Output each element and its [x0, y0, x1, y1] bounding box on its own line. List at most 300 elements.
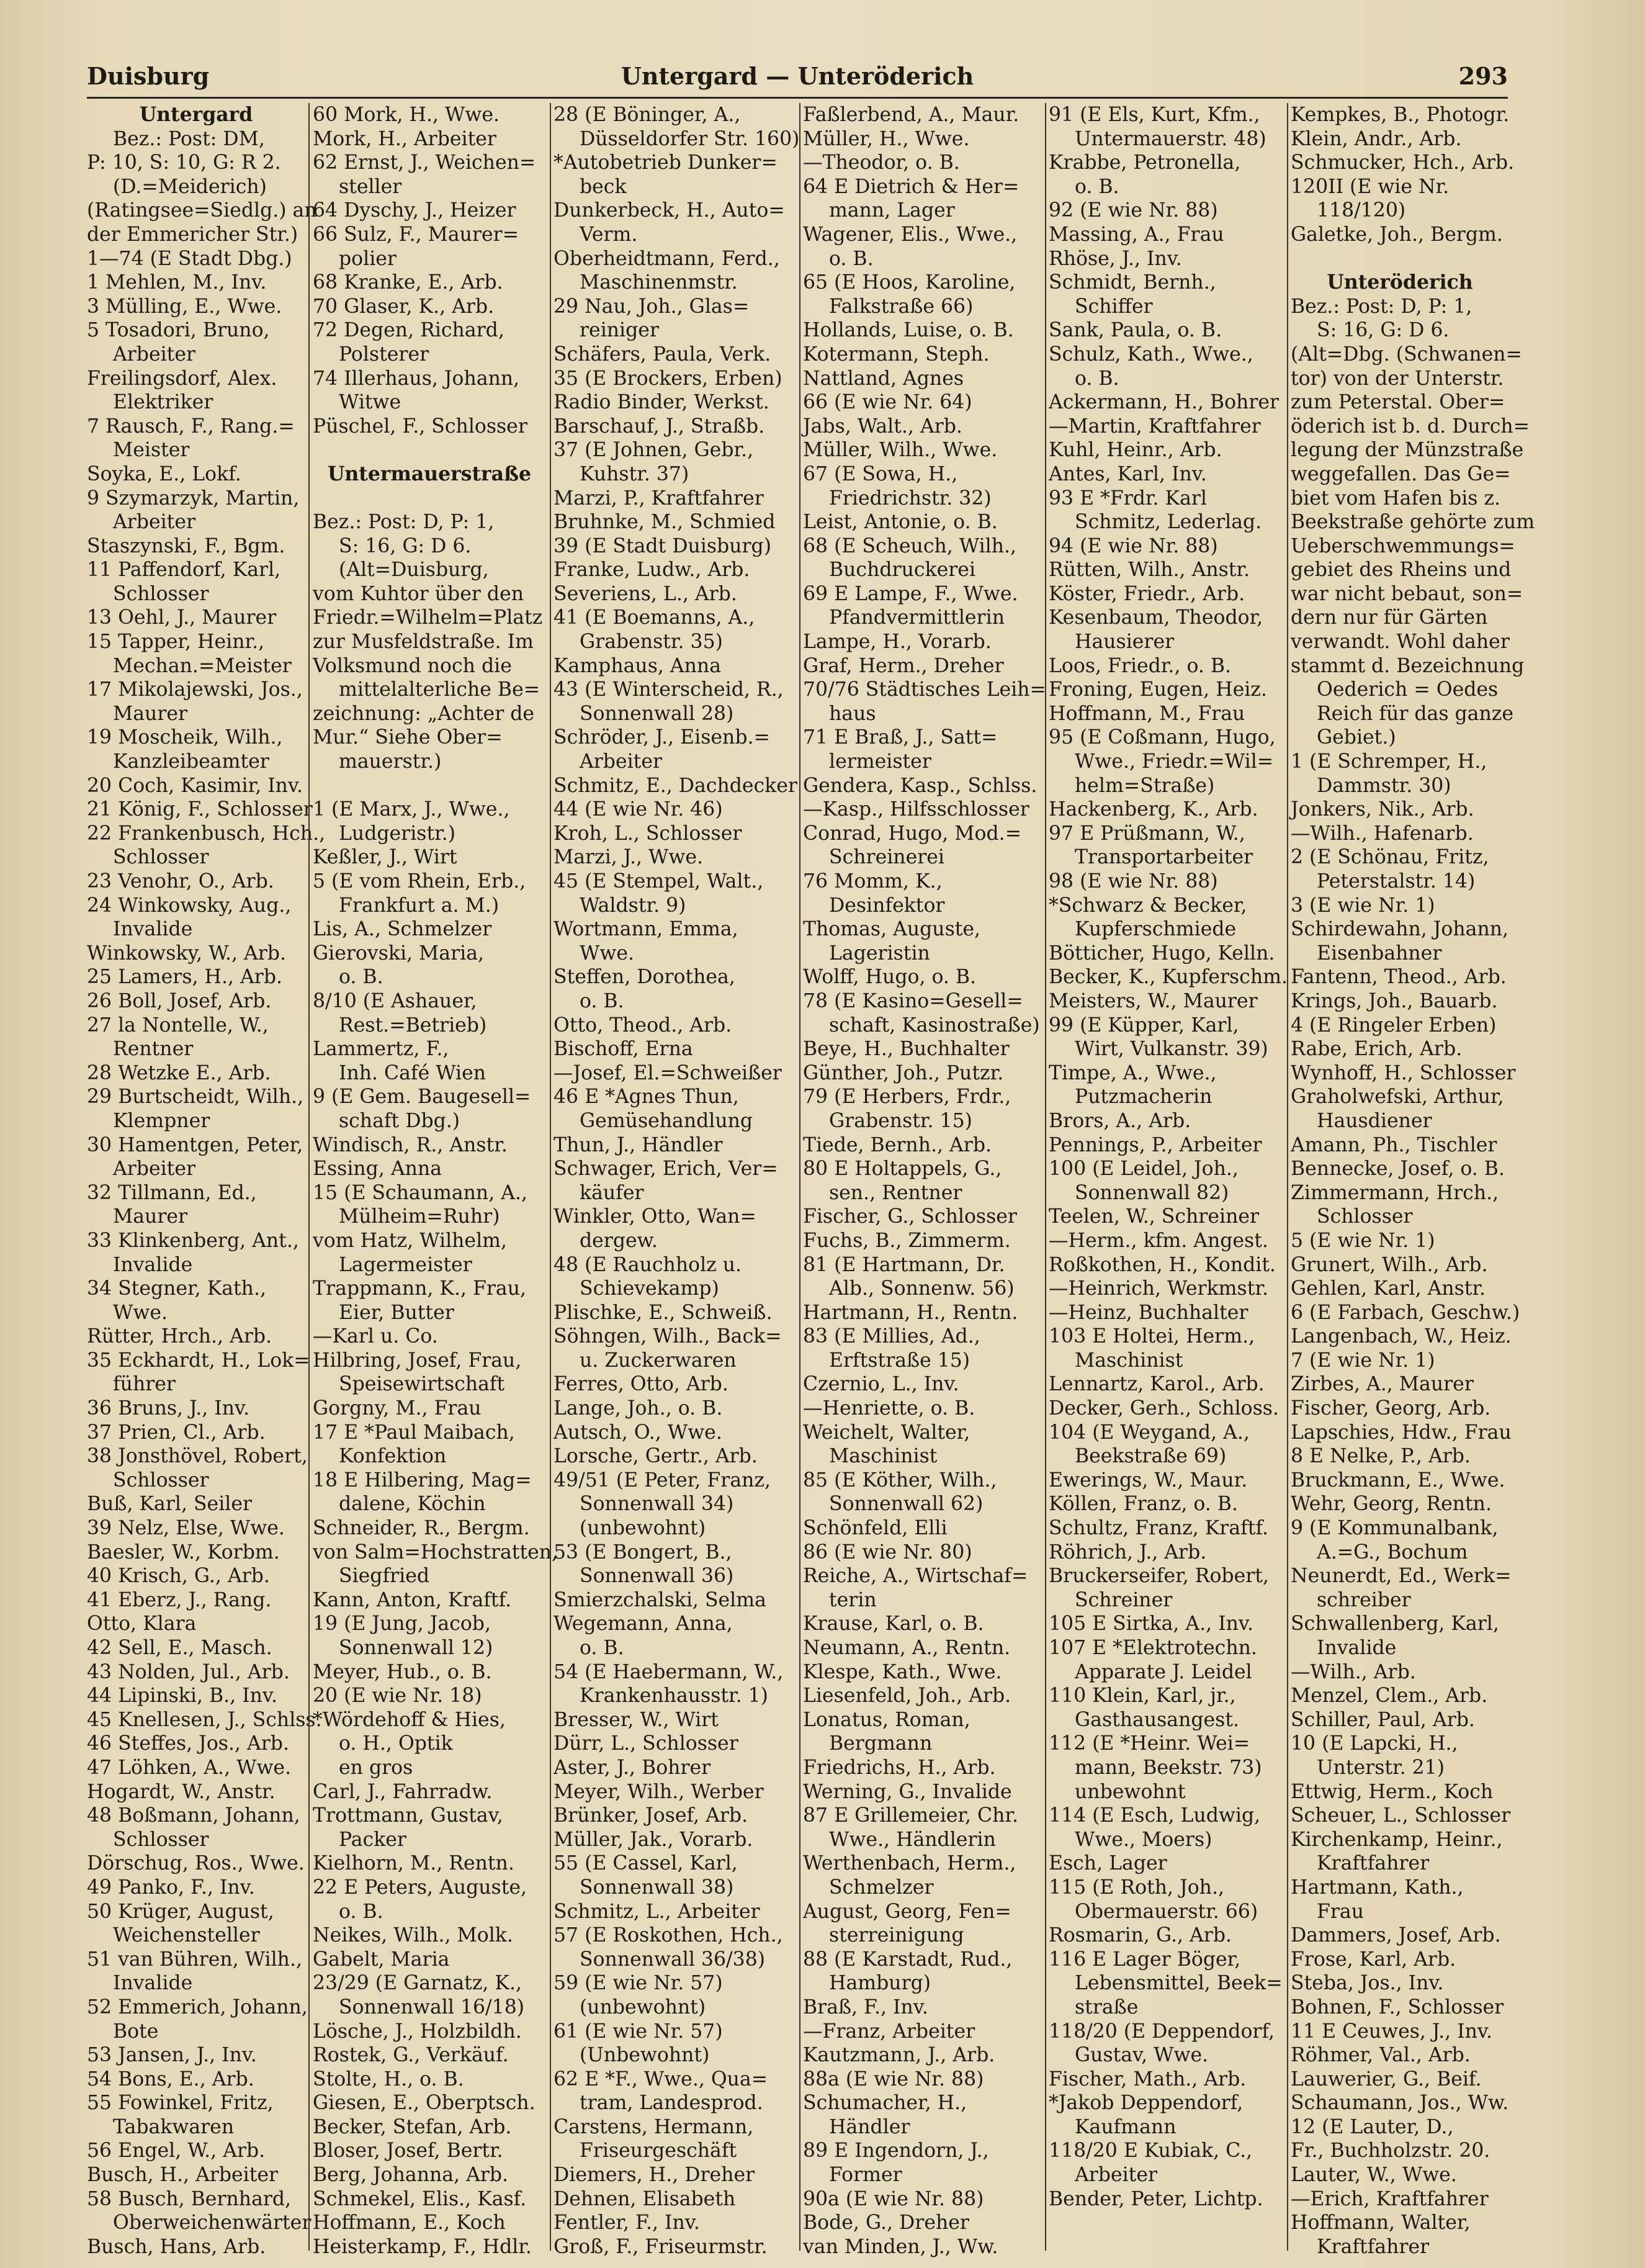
directory-line: S: 16, G: D 6. — [1317, 319, 1450, 342]
directory-line: Fentler, F., Inv. — [554, 2212, 700, 2234]
directory-line: Dürr, L., Schlosser — [554, 1732, 738, 1755]
directory-line: Schlosser — [1317, 1205, 1413, 1228]
directory-line: 103 E Holtei, Herm., — [1049, 1325, 1255, 1348]
directory-line: Lorsche, Gertr., Arb. — [554, 1445, 758, 1468]
directory-line: 88 (E Karstadt, Rud., — [803, 1948, 1013, 1971]
directory-line: 68 Kranke, E., Arb. — [313, 271, 503, 294]
directory-line: 95 (E Coßmann, Hugo, — [1049, 726, 1276, 749]
directory-line: 15 Tapper, Heinr., — [87, 631, 265, 654]
directory-line: Amann, Ph., Tischler — [1291, 1133, 1497, 1156]
directory-line: Schwager, Erich, Ver= — [554, 1158, 778, 1181]
directory-line: Kann, Anton, Kraftf. — [313, 1588, 512, 1611]
directory-line: Düsseldorfer Str. 160) — [580, 127, 800, 150]
directory-line: Bloser, Josef, Bertr. — [313, 2140, 503, 2162]
directory-line: 39 (E Stadt Duisburg) — [554, 534, 771, 557]
directory-line: Hamburg) — [829, 1972, 931, 1995]
directory-line: Wwe., Friedr.=Wil= — [1075, 750, 1274, 773]
directory-line: 93 E *Frdr. Karl — [1049, 487, 1207, 510]
directory-line: —Karl u. Co. — [313, 1325, 438, 1348]
directory-line: Händler — [829, 2115, 910, 2138]
directory-line: Becker, K., Kupferschm. — [1049, 966, 1288, 989]
directory-line: Dammers, Josef, Arb. — [1291, 1924, 1501, 1947]
directory-line: Müller, H., Wwe. — [803, 127, 970, 150]
directory-line: Wwe. — [580, 942, 634, 965]
directory-line: sen., Rentner — [829, 1181, 962, 1204]
directory-line: Schneider, R., Bergm. — [313, 1517, 530, 1540]
directory-line: 13 Oehl, J., Maurer — [87, 606, 277, 629]
directory-line: Invalide — [1317, 1637, 1397, 1659]
directory-line: 23/29 (E Garnatz, K., — [313, 1972, 522, 1995]
directory-line: käufer — [580, 1181, 644, 1204]
directory-line: 58 Busch, Bernhard, — [87, 2187, 292, 2210]
directory-line: Keßler, J., Wirt — [313, 846, 457, 869]
column-divider — [1045, 103, 1046, 2251]
directory-line: Oberheidtmann, Ferd., — [554, 247, 780, 270]
directory-line: 30 Hamentgen, Peter, — [87, 1133, 303, 1156]
directory-line: Zimmermann, Hrch., — [1291, 1181, 1499, 1204]
directory-line: 92 (E wie Nr. 88) — [1049, 199, 1218, 222]
directory-line: Schmitz, Lederlag. — [1075, 511, 1262, 534]
directory-line: Polsterer — [339, 343, 429, 366]
directory-line: 51 van Bühren, Wilh., — [87, 1948, 302, 1971]
directory-line: 104 (E Weygand, A., — [1049, 1421, 1250, 1444]
directory-line: Schiffer — [1075, 295, 1153, 318]
directory-line: Graf, Herm., Dreher — [803, 654, 1004, 677]
directory-line: 100 (E Leidel, Joh., — [1049, 1158, 1239, 1181]
directory-line: Friedrichstr. 32) — [829, 487, 992, 510]
directory-line: 66 Sulz, F., Maurer= — [313, 223, 519, 246]
directory-line: dern nur für Gärten — [1291, 606, 1488, 629]
directory-line: 5 (E vom Rhein, Erb., — [313, 870, 526, 893]
directory-line: sterreinigung — [829, 1924, 964, 1947]
directory-line: Schlosser — [113, 582, 209, 605]
directory-line: 42 Sell, E., Masch. — [87, 1637, 272, 1659]
directory-line: Arbeiter — [580, 750, 663, 773]
directory-line: Hoffmann, E., Koch — [313, 2212, 506, 2234]
directory-line: Witwe — [339, 391, 401, 414]
directory-line: *Schwarz & Becker, — [1049, 894, 1247, 917]
directory-line: Bruhnke, M., Schmied — [554, 511, 776, 534]
directory-line: Wagener, Elis., Wwe., — [803, 223, 1018, 246]
directory-line: 112 (E *Heinr. Wei= — [1049, 1732, 1250, 1755]
directory-line: —Heinrich, Werkmstr. — [1049, 1277, 1268, 1300]
directory-line: 39 Nelz, Else, Wwe. — [87, 1517, 285, 1540]
directory-line: schreiber — [1317, 1588, 1411, 1611]
directory-line: 115 (E Roth, Joh., — [1049, 1876, 1224, 1899]
directory-line: 20 (E wie Nr. 18) — [313, 1685, 482, 1708]
directory-line: Frose, Karl, Arb. — [1291, 1948, 1456, 1971]
directory-line: Zirbes, A., Maurer — [1291, 1373, 1474, 1396]
directory-line: Friedrichs, H., Arb. — [803, 1756, 996, 1779]
directory-line: *Autobetrieb Dunker= — [554, 151, 778, 174]
directory-line: *Wördehoff & Hies, — [313, 1708, 506, 1731]
directory-line: Winkler, Otto, Wan= — [554, 1205, 756, 1228]
directory-line: Frau — [1317, 1900, 1364, 1923]
directory-line: Essing, Anna — [313, 1158, 442, 1181]
directory-line: Jonkers, Nik., Arb. — [1291, 798, 1474, 821]
street-heading: Untermauerstraße — [327, 462, 532, 485]
directory-line: Schlosser — [113, 1469, 209, 1492]
directory-line: Winkowsky, W., Arb. — [87, 942, 286, 965]
header-city: Duisburg — [87, 62, 210, 90]
directory-line: Fischer, Math., Arb. — [1049, 2068, 1247, 2090]
directory-line: Froning, Eugen, Heiz. — [1049, 678, 1267, 701]
directory-line: Severiens, L., Arb. — [554, 582, 737, 605]
directory-line: 22 E Peters, Auguste, — [313, 1876, 527, 1899]
directory-line: Schievekamp) — [580, 1277, 719, 1300]
directory-line: 107 E *Elektrotechn. — [1049, 1637, 1257, 1659]
directory-line: Kupferschmiede — [1075, 918, 1237, 941]
directory-line: Hogardt, W., Anstr. — [87, 1780, 276, 1803]
directory-line: 55 (E Cassel, Karl, — [554, 1852, 738, 1875]
directory-line: lermeister — [829, 750, 931, 773]
directory-line: schaft Dbg.) — [339, 1109, 460, 1132]
directory-line: Hoffmann, Walter, — [1291, 2212, 1471, 2234]
directory-line: Maschinist — [829, 1445, 938, 1468]
directory-line: Krause, Karl, o. B. — [803, 1613, 984, 1636]
directory-line: 90a (E wie Nr. 88) — [803, 2187, 984, 2210]
directory-line: Radio Binder, Werkst. — [554, 391, 769, 414]
directory-line: Massing, A., Frau — [1049, 223, 1224, 246]
directory-line: Bergmann — [829, 1732, 933, 1755]
directory-line: Beye, H., Buchhalter — [803, 1038, 1010, 1061]
directory-line: terin — [829, 1588, 877, 1611]
directory-line: 54 (E Haebermann, W., — [554, 1660, 784, 1683]
directory-line: mann, Lager — [829, 199, 955, 222]
directory-line: (Alt=Dbg. (Schwanen= — [1291, 343, 1522, 366]
column-divider — [550, 103, 551, 2251]
directory-line: 86 (E wie Nr. 80) — [803, 1541, 972, 1564]
directory-line: Schreinerei — [829, 846, 944, 869]
directory-line: Langenbach, W., Heiz. — [1291, 1325, 1512, 1348]
directory-line: Pennings, P., Arbeiter — [1049, 1133, 1262, 1156]
directory-line: Wwe., Moers) — [1075, 1828, 1212, 1851]
directory-line: —Henriette, o. B. — [803, 1397, 975, 1420]
directory-line: dalene, Köchin — [339, 1493, 486, 1516]
directory-line: Neikes, Wilh., Molk. — [313, 1924, 513, 1947]
directory-line: Invalide — [113, 918, 193, 941]
directory-line: 55 Fowinkel, Fritz, — [87, 2092, 274, 2115]
directory-line: Ferres, Otto, Arb. — [554, 1373, 728, 1396]
directory-line: Krabbe, Petronella, — [1049, 151, 1241, 174]
directory-line: Kielhorn, M., Rentn. — [313, 1852, 514, 1875]
directory-line: —Heinz, Buchhalter — [1049, 1301, 1248, 1324]
directory-line: Hartmann, H., Rentn. — [803, 1301, 1018, 1324]
directory-line: Steffen, Dorothea, — [554, 966, 735, 989]
directory-line: 78 (E Kasino=Gesell= — [803, 989, 1023, 1012]
directory-line: Lapschies, Hdw., Frau — [1291, 1421, 1512, 1444]
directory-line: Dunkerbeck, H., Auto= — [554, 199, 785, 222]
directory-line: Fischer, G., Schlosser — [803, 1205, 1017, 1228]
directory-line: tor) von der Unterstr. — [1291, 367, 1504, 390]
directory-line: öderich ist b. d. Durch= — [1291, 415, 1530, 438]
directory-line: straße — [1075, 1996, 1139, 2018]
directory-line: Maschinenmstr. — [580, 271, 738, 294]
directory-line: Kraftfahrer — [1317, 1852, 1430, 1875]
directory-line: —Theodor, o. B. — [803, 151, 960, 174]
directory-line: Schröder, J., Eisenb.= — [554, 726, 770, 749]
directory-line: führer — [113, 1373, 176, 1396]
directory-line: Kaufmann — [1075, 2115, 1177, 2138]
directory-line: Former — [829, 2164, 902, 2187]
column-5 — [1049, 103, 1288, 2251]
directory-line: 21 König, F., Schlosser — [87, 798, 313, 821]
directory-line: Hackenberg, K., Arb. — [1049, 798, 1258, 821]
directory-line: Invalide — [113, 1972, 193, 1995]
directory-line: 45 (E Stempel, Walt., — [554, 870, 764, 893]
directory-line: Gemüsehandlung — [580, 1109, 753, 1132]
directory-line: 80 E Holtappels, G., — [803, 1158, 1002, 1181]
directory-line: Speisewirtschaft — [339, 1373, 505, 1396]
directory-line: Püschel, F., Schlosser — [313, 415, 527, 438]
directory-line: Sonnenwall 34) — [580, 1493, 734, 1516]
directory-line: o. B. — [829, 247, 874, 270]
directory-line: Eier, Butter — [339, 1301, 454, 1324]
directory-line: Wirt, Vulkanstr. 39) — [1075, 1038, 1268, 1061]
directory-line: Mechan.=Meister — [113, 654, 292, 677]
directory-line: Rentner — [113, 1038, 194, 1061]
directory-line: —Wilh., Arb. — [1291, 1660, 1416, 1683]
directory-line: 36 Bruns, J., Inv. — [87, 1397, 250, 1420]
directory-line: 89 E Ingendorn, J., — [803, 2140, 989, 2162]
directory-line: Bez.: Post: D, P: 1, — [1291, 295, 1472, 318]
directory-line: Lauter, W., Wwe. — [1291, 2164, 1457, 2187]
directory-line: Schmidt, Bernh., — [1049, 271, 1216, 294]
directory-line: o. B. — [580, 989, 624, 1012]
directory-line: —Kasp., Hilfsschlosser — [803, 798, 1029, 821]
directory-line: Smierzchalski, Selma — [554, 1588, 766, 1611]
directory-line: 11 Paffendorf, Karl, — [87, 559, 281, 582]
directory-line: 48 Boßmann, Johann, — [87, 1804, 300, 1827]
directory-line: Arbeiter — [113, 1158, 196, 1181]
directory-line: Schirdewahn, Johann, — [1291, 918, 1509, 941]
blank-line — [1291, 247, 1509, 271]
directory-line: war nicht bebaut, son= — [1291, 582, 1523, 605]
directory-line: 1—74 (E Stadt Dbg.) — [87, 247, 292, 270]
directory-line: Rest.=Betrieb) — [339, 1014, 487, 1037]
directory-line: Grabenstr. 15) — [829, 1109, 972, 1132]
directory-line: Czernio, L., Inv. — [803, 1373, 959, 1396]
directory-line: 71 E Braß, J., Satt= — [803, 726, 998, 749]
directory-line: Graholwefski, Arthur, — [1291, 1086, 1504, 1109]
directory-line: Kuhl, Heinr., Arb. — [1049, 439, 1222, 462]
directory-line: 116 E Lager Böger, — [1049, 1948, 1241, 1971]
directory-line: Dörschug, Ros., Wwe. — [87, 1852, 305, 1875]
directory-line: Obermauerstr. 66) — [1075, 1900, 1258, 1923]
directory-line: Meister — [113, 439, 190, 462]
directory-line: 38 Jonsthövel, Robert, — [87, 1445, 308, 1468]
directory-line: vom Hatz, Wilhelm, — [313, 1229, 508, 1252]
directory-line: 53 (E Bongert, B., — [554, 1541, 732, 1564]
directory-line: Busch, H., Arbeiter — [87, 2164, 279, 2187]
directory-line: Grabenstr. 35) — [580, 631, 723, 654]
directory-line: o. B. — [339, 966, 383, 989]
directory-line: 67 (E Sowa, H., — [803, 462, 958, 485]
directory-line: Gebiet.) — [1317, 726, 1396, 749]
directory-line: Jabs, Walt., Arb. — [803, 415, 962, 438]
directory-line: helm=Straße) — [1075, 774, 1215, 797]
directory-line: zum Peterstal. Ober= — [1291, 391, 1505, 414]
directory-line: Grunert, Wilh., Arb. — [1291, 1253, 1488, 1276]
directory-line: 110 Klein, Karl, jr., — [1049, 1685, 1236, 1708]
directory-line: Bennecke, Josef, o. B. — [1291, 1158, 1505, 1181]
directory-line: Beekstraße gehörte zum — [1291, 511, 1535, 534]
directory-line: Schmitz, E., Dachdecker — [554, 774, 797, 797]
directory-line: Kautzmann, J., Arb. — [803, 2044, 995, 2067]
directory-line: Leist, Antonie, o. B. — [803, 511, 998, 534]
page-number: 293 — [1458, 62, 1508, 90]
directory-line: Elektriker — [113, 391, 213, 414]
blank-line — [313, 438, 546, 462]
directory-line: Meyer, Hub., o. B. — [313, 1660, 492, 1683]
directory-line: Wegemann, Anna, — [554, 1613, 733, 1636]
directory-line: mittelalterliche Be= — [339, 678, 540, 701]
directory-line: 1 (E Marx, J., Wwe., — [313, 798, 510, 821]
directory-line: von Salm=Hochstratten, — [313, 1541, 558, 1564]
directory-line: 6 (E Farbach, Geschw.) — [1291, 1301, 1520, 1324]
directory-line: Sonnenwall 82) — [1075, 1181, 1229, 1204]
directory-line: Gustav, Wwe. — [1075, 2044, 1209, 2067]
directory-line: 17 Mikolajewski, Jos., — [87, 678, 303, 701]
directory-line: Heisterkamp, F., Hdlr. — [313, 2235, 532, 2258]
directory-line: Friedr.=Wilhelm=Platz — [313, 606, 543, 629]
directory-line: Gorgny, M., Frau — [313, 1397, 482, 1420]
directory-line: Eisenbahner — [1317, 942, 1442, 965]
directory-line: —Josef, El.=Schweißer — [554, 1061, 782, 1084]
directory-line: Arbeiter — [113, 343, 196, 366]
directory-line: 28 (E Böninger, A., — [554, 104, 741, 126]
directory-line: legung der Münzstraße — [1291, 439, 1524, 462]
directory-line: Weichensteller — [113, 1924, 260, 1947]
directory-line: 22 Frankenbusch, Hch., — [87, 822, 326, 845]
directory-line: *Jakob Deppendorf, — [1049, 2092, 1244, 2115]
directory-line: (Unbewohnt) — [580, 2044, 710, 2067]
directory-line: steller — [339, 175, 402, 198]
directory-line: 69 E Lampe, F., Wwe. — [803, 582, 1018, 605]
directory-line: Kuhstr. 37) — [580, 462, 689, 485]
directory-line: Müller, Wilh., Wwe. — [803, 439, 998, 462]
directory-line: 98 (E wie Nr. 88) — [1049, 870, 1218, 893]
directory-line: stammt d. Bezeichnung — [1291, 654, 1525, 677]
directory-line: Carl, J., Fahrradw. — [313, 1780, 493, 1803]
directory-line: haus — [829, 702, 876, 725]
directory-line: Bez.: Post: D, P: 1, — [313, 511, 495, 534]
directory-line: Untermauerstr. 48) — [1075, 127, 1266, 150]
directory-line: 25 Lamers, H., Arb. — [87, 966, 283, 989]
directory-line: Putzmacherin — [1075, 1086, 1212, 1109]
directory-line: (Alt=Duisburg, — [339, 559, 489, 582]
directory-line: Reich für das ganze — [1317, 702, 1513, 725]
street-heading: Unteröderich — [1327, 271, 1473, 294]
header-rule — [87, 97, 1508, 99]
directory-line: Ludgeristr.) — [339, 822, 456, 845]
directory-line: Röhrich, J., Arb. — [1049, 1541, 1207, 1564]
directory-line: 44 (E wie Nr. 46) — [554, 798, 723, 821]
directory-line: Autsch, O., Wwe. — [554, 1421, 722, 1444]
directory-line: Busch, Hans, Arb. — [87, 2235, 266, 2258]
directory-line: Schreiner — [1075, 1588, 1173, 1611]
directory-line: Bote — [113, 2020, 159, 2043]
directory-line: Menzel, Clem., Arb. — [1291, 1685, 1488, 1708]
directory-line: 41 Eberz, J., Rang. — [87, 1588, 272, 1611]
directory-line: Decker, Gerh., Schloss. — [1049, 1397, 1279, 1420]
column-divider — [308, 103, 310, 2251]
directory-line: Schiller, Paul, Arb. — [1291, 1708, 1475, 1731]
directory-line: Stolte, H., o. B. — [313, 2068, 464, 2090]
directory-line: Sonnenwall 62) — [829, 1493, 984, 1516]
directory-line: Fantenn, Theod., Arb. — [1291, 966, 1507, 989]
directory-line: Lageristin — [829, 942, 930, 965]
directory-line: A.=G., Bochum — [1317, 1541, 1468, 1564]
directory-line: unbewohnt — [1075, 1780, 1186, 1803]
directory-line: weggefallen. Das Ge= — [1291, 462, 1511, 485]
directory-line: Mork, H., Arbeiter — [313, 127, 496, 150]
directory-line: Fuchs, B., Zimmerm. — [803, 1229, 1011, 1252]
directory-line: Galetke, Joh., Bergm. — [1291, 223, 1503, 246]
directory-line: verwandt. Wohl daher — [1291, 631, 1510, 654]
directory-line: 12 (E Lauter, D., — [1291, 2115, 1454, 2138]
directory-line: Schmelzer — [829, 1876, 934, 1899]
directory-line: Klein, Andr., Arb. — [1291, 127, 1462, 150]
directory-line: 5 Tosadori, Bruno, — [87, 319, 270, 342]
directory-line: 94 (E wie Nr. 88) — [1049, 534, 1218, 557]
directory-line: Schwallenberg, Karl, — [1291, 1613, 1499, 1636]
column-3 — [554, 103, 800, 2258]
directory-line: Wwe. — [113, 1301, 168, 1324]
column-2 — [313, 103, 558, 2258]
directory-line: Maschinist — [1075, 1349, 1183, 1372]
directory-line: Bötticher, Hugo, Kelln. — [1049, 942, 1275, 965]
directory-line: Hoffmann, M., Frau — [1049, 702, 1245, 725]
directory-line: 49/51 (E Peter, Franz, — [554, 1469, 771, 1492]
directory-line: 91 (E Els, Kurt, Kfm., — [1049, 104, 1260, 126]
directory-line: Lagermeister — [339, 1253, 472, 1276]
directory-line: 41 (E Boemanns, A., — [554, 606, 755, 629]
directory-line: 35 Eckhardt, H., Lok= — [87, 1349, 310, 1372]
directory-line: Conrad, Hugo, Mod.= — [803, 822, 1022, 845]
directory-line: Meisters, W., Maurer — [1049, 989, 1258, 1012]
directory-line: Berg, Johanna, Arb. — [313, 2164, 509, 2187]
directory-line: Rütten, Wilh., Anstr. — [1049, 559, 1250, 582]
directory-line: Kroh, L., Schlosser — [554, 822, 742, 845]
directory-line: 9 Szymarzyk, Martin, — [87, 487, 300, 510]
directory-line: Arbeiter — [1075, 2164, 1158, 2187]
directory-line: 7 (E wie Nr. 1) — [1291, 1349, 1435, 1372]
directory-line: Marzi, P., Kraftfahrer — [554, 487, 764, 510]
directory-line: Lonatus, Roman, — [803, 1708, 970, 1731]
directory-line: 1 Mehlen, M., Inv. — [87, 271, 267, 294]
directory-line: 74 Illerhaus, Johann, — [313, 367, 520, 390]
directory-line: 118/20 (E Deppendorf, — [1049, 2020, 1275, 2043]
directory-line: Rhöse, J., Inv. — [1049, 247, 1182, 270]
directory-line: Alb., Sonnenw. 56) — [829, 1277, 1015, 1300]
blank-line — [313, 774, 546, 798]
directory-line: Wolff, Hugo, o. B. — [803, 966, 977, 989]
directory-line: Bender, Peter, Lichtp. — [1049, 2187, 1263, 2210]
directory-line: Siegfried — [339, 1565, 430, 1588]
directory-line: der Emmericher Str.) — [87, 223, 298, 246]
header-street-range: Untergard — Unteröderich — [621, 62, 974, 90]
directory-line: Marzi, J., Wwe. — [554, 846, 704, 869]
directory-line: Gasthausangest. — [1075, 1708, 1239, 1731]
directory-line: 8/10 (E Ashauer, — [313, 989, 477, 1012]
directory-line: Lis, A., Schmelzer — [313, 918, 492, 941]
directory-line: en gros — [339, 1756, 413, 1779]
directory-line: dergew. — [580, 1229, 658, 1252]
directory-line: Klempner — [113, 1109, 210, 1132]
directory-line: 83 (E Millies, Ad., — [803, 1325, 980, 1348]
directory-line: Gabelt, Maria — [313, 1948, 450, 1971]
